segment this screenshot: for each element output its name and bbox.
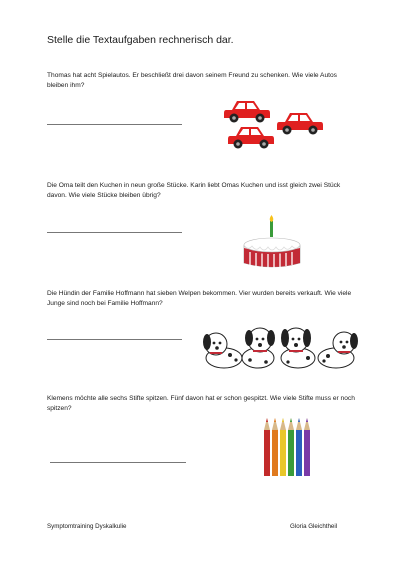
- birthday-cake-illustration: [240, 215, 304, 271]
- answer-line-4[interactable]: [50, 462, 186, 463]
- puppy-icon: [242, 328, 275, 368]
- answer-line-2[interactable]: [47, 232, 182, 233]
- pencil-icon-orange: [272, 418, 278, 476]
- colored-pencils-illustration: [262, 418, 312, 476]
- footer-right: Gloria Gleichtheil: [290, 523, 338, 530]
- task-3-text: Die Hündin der Familie Hoffmann hat sieben Welpen bekommen. Vier wurden bereits verkauft. Wie viele Junge sind noch bei Familie Hoffmann?: [47, 290, 352, 307]
- dalmatian-puppies-illustration: [200, 320, 362, 376]
- pencil-icon-red: [264, 418, 270, 476]
- car-icon: [228, 127, 274, 149]
- answer-line-1[interactable]: [47, 124, 182, 125]
- cake-icon: [244, 238, 300, 268]
- puppy-icon: [281, 328, 315, 368]
- car-icon: [224, 101, 270, 123]
- pencil-icon-blue: [296, 418, 302, 476]
- puppy-icon: [318, 332, 358, 368]
- footer-left: Symptomtraining Dyskalkulie: [47, 523, 127, 530]
- red-cars-illustration: [222, 94, 326, 150]
- pencil-icon-purple: [304, 418, 310, 476]
- candle-icon: [270, 215, 274, 237]
- task-1-text: Thomas hat acht Spielautos. Er beschließt drei davon seinem Freund zu schenken. Wie viele Autos bleiben ihm?: [47, 72, 337, 89]
- task-4-text: Klemens möchte alle sechs Stifte spitzen. Fünf davon hat er schon gespitzt. Wie viele Stifte muss er noch spitzen?: [47, 395, 355, 412]
- answer-line-3[interactable]: [47, 339, 182, 340]
- task-2-text: Die Oma teilt den Kuchen in neun große Stücke. Karin liebt Omas Kuchen und isst gleich zwei Stück davon. Wie viele Stücke bleiben übrig?: [47, 182, 341, 199]
- page-title: Stelle die Textaufgaben rechnerisch dar.: [47, 34, 234, 46]
- pencil-icon-yellow: [280, 418, 286, 476]
- car-icon: [277, 113, 323, 135]
- puppy-icon: [203, 333, 242, 368]
- pencil-icon-green: [288, 418, 294, 476]
